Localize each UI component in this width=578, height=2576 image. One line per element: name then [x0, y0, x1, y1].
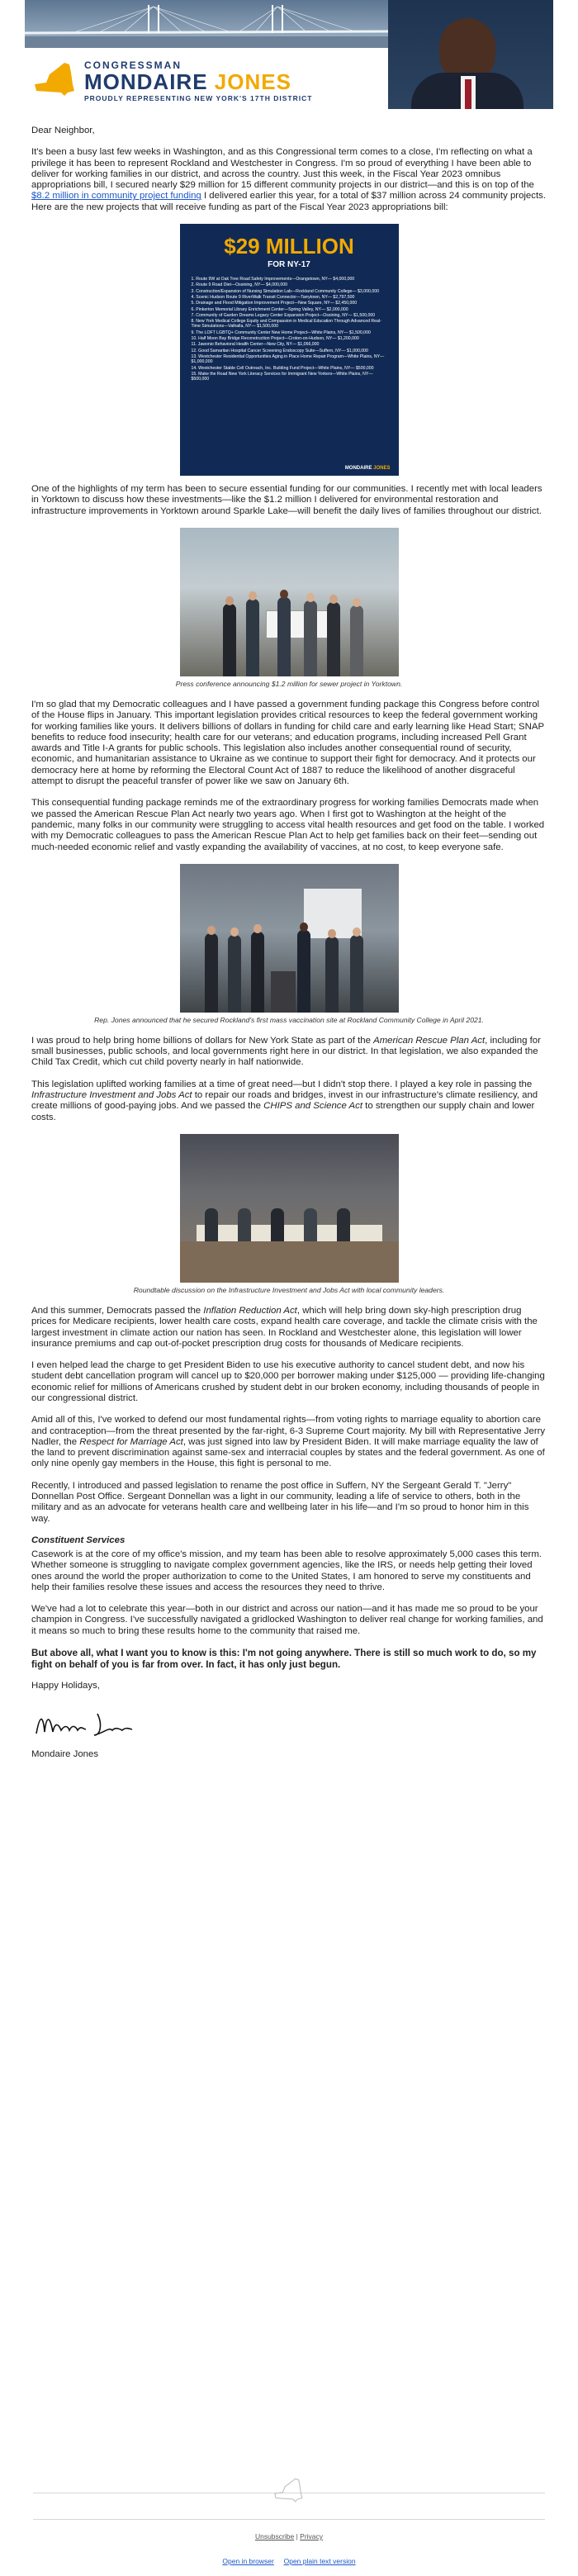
infographic-subtitle: FOR NY-17 [268, 260, 310, 270]
unsubscribe-link[interactable]: Unsubscribe [254, 2532, 295, 2540]
project-list-item: 2. Route 9 Road Diet—Ossining, NY— $4,000,000 [191, 282, 287, 288]
project-list-item: 9. The LOFT LGBTQ+ Community Center New Home Project—White Plains, NY— $1,500,000 [191, 330, 371, 335]
paragraph-casework: Casework is at the core of my office's mission, and my team has been able to resolve approximately 5,000 cases this term. Whether someone is struggling to navigate complex government agencies, like the IRS, or needs help getting their loved ones around the world the proper authorization to come to the United States, I am honored to serve my constituents and help their families resolve these issues and access the resources they need to thrive. [31, 1549, 542, 1592]
project-list-item: 15. Make the Road New York Literacy Services for Immigrant New Yorkers—White Plains, NY— $500,000 [191, 371, 373, 382]
congressman-name: MONDAIRE JONES [84, 69, 291, 94]
footer-open-links [0, 2557, 578, 2565]
paragraph-rights: Amid all of this, I've worked to defend our most fundamental rights—from voting rights to marriage equality to abortion care and contraception—from the threat presented by the far-right, 6-3 Supreme Court majority. My bill with Representative Jerry Nadler, the Respect for Marriage Act, was just signed into law by President Biden. It will make marriage equality the law of the land to prevent discrimination against same-sex and interracial couples by states and the federal government. As one of only nine openly gay members in the House, this fight is personal to me. [31, 1415, 546, 1469]
project-list-item: 8. New York Medical College Equity and Compassion in Medical Education Through Advanced Real-Time Simulations—Valhalla, NY— $1,500,000 [191, 319, 381, 330]
caption-press-conference: Press conference announcing $1.2 million for sewer project in Yorktown. [175, 679, 403, 688]
project-list-item: 6. Pinkerton Memorial Library Enrichment Center—Spring Valley, NY— $2,000,000 [191, 306, 348, 312]
project-list [192, 277, 390, 382]
footer-border [33, 2519, 545, 2520]
paragraph-celebrate: We've had a lot to celebrate this year—both in our district and across our nation—and it has made me so proud to be your champion in Congress. I've successfully navigated a gridlocked Washington to deliver real change for working families, and it means so much to bring these results home to the community that raised me. [31, 1604, 543, 1636]
project-list-item: 11. Jawonio Behavioral Health Center—New City, NY— $1,066,000 [191, 342, 320, 348]
paragraph-funding-package: I'm so glad that my Democratic colleagues and I have passed a government funding package this Congress before control of the House flips in January. This important legislation provides critical resources to keep the federal government working for working families like yours. It delivers billions of dollars in funding for child care and early learning like Head Start; SNAP benefits to reduce food insecurity; health care for our veterans; and education programs, including increased Pell Grant awards and Title I-A grants for public schools. This legislation also includes another consequential round of security, economic, and humanitarian assistance to Ukraine as we continue to support their fight for democracy. And it protects our democracy here at home by reforming the Electoral Count Act of 1887 to reduce the likelihood of another disgraceful attempt to disrupt the peaceful transfer of power like we saw on January 6th. [31, 699, 544, 787]
letter-content [25, 109, 553, 1761]
paragraph-infrastructure: This legislation uplifted working families at a time of great need—but I didn't stop there. I played a key role in passing the Infrastructure Investment and Jobs Act to repair our roads and bridges, invest in our infrastructure's climate resiliency, and create millions of good-paying jobs. And we passed the CHIPS and Science Act to strengthen our supply chain and lower costs. [31, 1079, 538, 1122]
project-list-item: 12. Good Samaritan Hospital Cancer Screening Endoscopy Suite—Suffern, NY— $1,000,000 [191, 348, 368, 353]
vaccination-site-photo [180, 864, 399, 1013]
district-tagline: PROUDLY REPRESENTING NEW YORK'S 17TH DISTRICT [84, 94, 313, 102]
project-list-item: 1. Route 9W at Oak Tree Road Safety Improvements—Orangetown, NY— $4,000,000 [191, 277, 355, 282]
paragraph-student-debt: I even helped lead the charge to get President Biden to use his executive authority to cancel student debt, and now his student debt cancellation program will cancel up to $20,000 per borrower making under $125,000 — providing life-changing economic relief for millions of Americans crushed by student debt in our broken economy, including thousands of people in our congressional district. [31, 1360, 545, 1403]
project-list-item: 4. Scenic Hudson Route 9 RiverWalk Transit Connector—Tarrytown, NY— $2,797,500 [191, 294, 355, 300]
congressman-portrait [388, 0, 553, 109]
email-body [25, 0, 553, 1772]
header-banner [25, 0, 553, 109]
paragraph-highlights: One of the highlights of my term has been to secure essential funding for our communities. I recently met with local leaders in Yorktown to discuss how these investments—like the $1.2 million I delivered for environmental restoration and infrastructure improvements in Yorktown around Sparkle Lake—will benefit the daily lives of families throughout our district. [31, 484, 542, 516]
community-funding-link[interactable]: $8.2 million in community project funding [31, 191, 201, 202]
closing-salutation: Happy Holidays, [31, 1681, 100, 1691]
paragraph-post-office: Recently, I introduced and passed legislation to rename the post office in Suffern, NY the Sergeant Gerald T. "Jerry" Donnellan Post Office. Sergeant Donnellan was a light in our community, leading a life of service to others, both in the military and as an advocate for veterans health care and wellbeing later in his life—and I'm so proud to honor him in this way. [31, 1480, 529, 1524]
press-conference-photo [180, 528, 399, 676]
handwritten-signature [31, 1707, 147, 1740]
paragraph-closing-statement: But above all, what I want you to know is this: I'm not going anywhere. There is still so much work to do, so my fight on behalf of you is far from over. In fact, it has only just begun. [31, 1648, 537, 1670]
open-plain-text-link[interactable]: Open plain text version [283, 2557, 356, 2565]
paragraph-intro: It's been a busy last few weeks in Washington, and as this Congressional term comes to a close, I'm reflecting on what a privilege it has been to represent Rockland and Westchester in Congress. I'm so proud of everything I have been able to deliver for working families in our district, and across the country. Just this week, in the Fiscal Year 2023 omnibus appropriations bill, I secured nearly $29 million for 15 different community projects in our district—and this is on top of the $8.2 million in community project funding I delivered earlier this year, for a total of $37 million across 24 community projects. Here are the new projects that will receive funding as part of the Fiscal Year 2023 appropriations bill: [31, 147, 546, 212]
paragraph-billions: I was proud to help bring home billions of dollars for New York State as part of the American Rescue Plan Act, including for small businesses, public schools, and local governments right here in our district. In that legislation, we also expanded the Child Tax Credit, which cut child poverty nearly in half nationwide. [31, 1035, 541, 1068]
infographic-logo: MONDAIRE JONES [344, 466, 391, 472]
caption-vaccination-site: Rep. Jones announced that he secured Rockland's first mass vaccination site at Rockland Community College in April 2021. [94, 1015, 484, 1024]
footer-state-icon [272, 2476, 306, 2504]
new-york-state-icon [31, 59, 79, 99]
project-list-item: 10. Half Moon Bay Bridge Reconstruction Project—Croton-on-Hudson, NY— $1,200,000 [191, 336, 359, 342]
signature-name: Mondaire Jones [31, 1749, 99, 1760]
project-list-item: 13. Westchester Residential Opportunities Aging in Place Home Repair Program—White Plains, NY— $1,000,000 [191, 353, 385, 365]
project-list-item: 5. Drainage and Flood Mitigation Improvement Project—New Square, NY— $2,450,000 [191, 301, 358, 306]
congressman-label: CONGRESSMAN [84, 59, 182, 71]
project-list-item: 3. Construction/Expansion of Nursing Simulation Lab—Rockland Community College— $3,000,000 [191, 288, 380, 294]
infographic-amount: $29 MILLION [224, 234, 354, 259]
project-list-item: 7. Community of Garden Dreams Legacy Center Expansion Project—Ossining, NY— $1,500,000 [191, 312, 376, 318]
paragraph-inflation: And this summer, Democrats passed the Inflation Reduction Act, which will help bring down sky-high prescription drug prices for Medicare recipients, lower health care costs, expand health care coverage, and tackle the climate crisis with the largest investment in climate action our nation has seen. In Rockland and Westchester alone, this legislation will lower insurance premiums and cap out-of-pocket prescription drug costs for thousands of Medicare recipients. [31, 1305, 538, 1349]
section-title-constituent-services: Constituent Services [31, 1535, 126, 1545]
open-in-browser-link[interactable]: Open in browser [222, 2557, 274, 2565]
roundtable-photo [180, 1134, 399, 1283]
footer-links: Unsubscribe | Privacy [254, 2532, 324, 2540]
greeting: Dear Neighbor, [31, 126, 95, 135]
project-list-item: 14. Westchester Stable Cell Outreach, Inc. Building Fund Project—White Plains, NY— $500,000 [191, 365, 374, 371]
caption-roundtable: Roundtable discussion on the Infrastructure Investment and Jobs Act with local community leaders. [133, 1285, 445, 1294]
bridge-illustration [25, 0, 388, 50]
funding-infographic [180, 224, 399, 476]
privacy-link[interactable]: Privacy [300, 2532, 324, 2540]
paragraph-rescue-plan: This consequential funding package reminds me of the extraordinary progress for working families Democrats made when we passed the American Rescue Plan Act nearly two years ago. When I first got to Washington at the height of the pandemic, many folks in our community were struggling to access vital health resources and get food on the table. I worked with my Democratic colleagues to pass the American Rescue Plan Act to help get families back on their feet—sending out much-needed economic relief and vastly expanding the availability of vaccines, at no cost, to keep everyone safe. [31, 798, 545, 852]
